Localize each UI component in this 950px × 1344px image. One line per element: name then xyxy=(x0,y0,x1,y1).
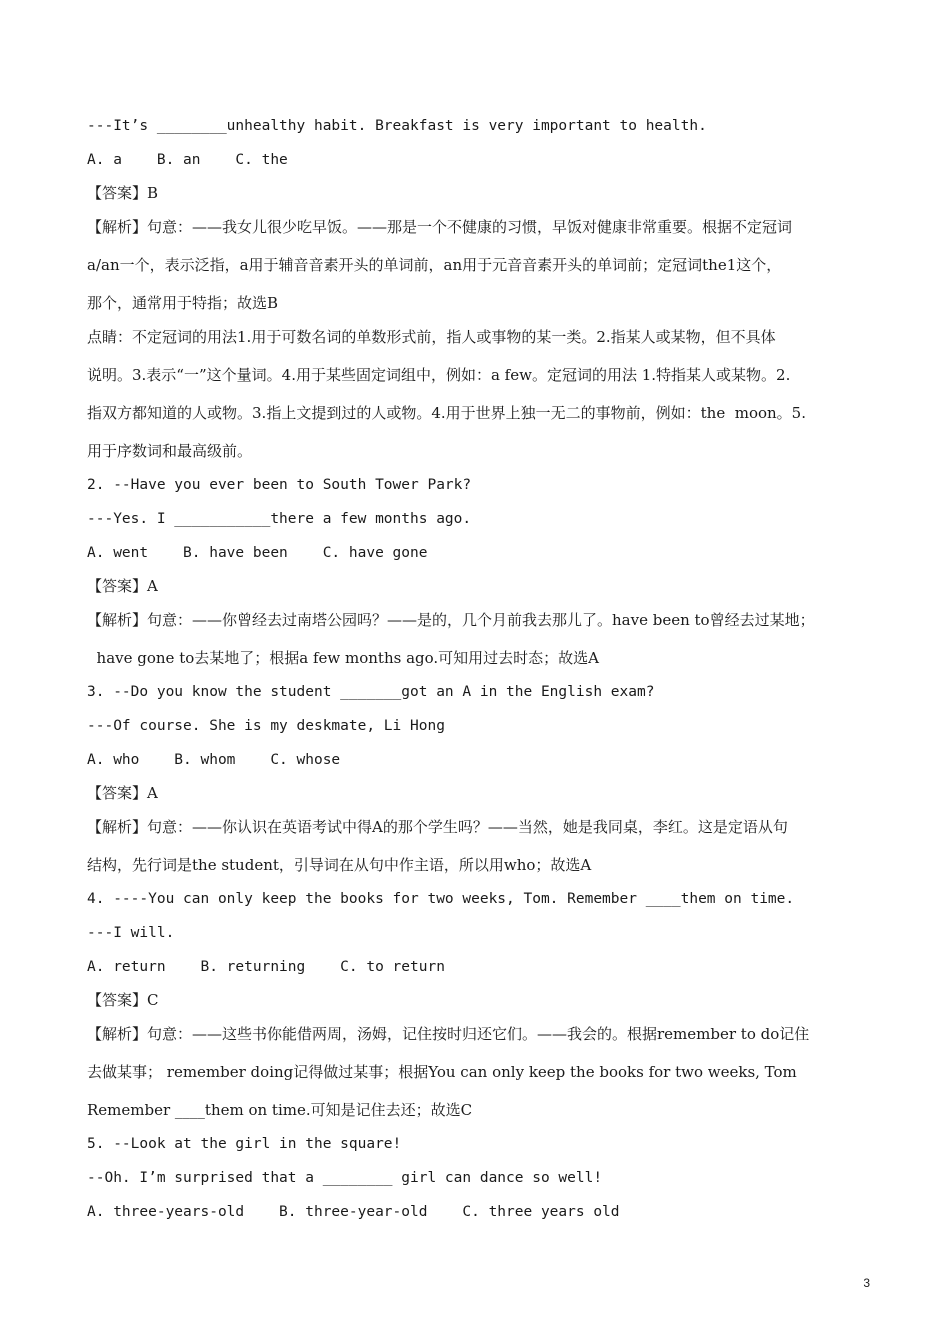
question-5-options: A. three-years-old B. three-year-old C. three years old xyxy=(87,1204,620,1220)
question-3-options: A. who B. whom C. whose xyxy=(87,752,341,768)
question-2-dialogue: ---Yes. I ___________there a few months ago. xyxy=(87,511,472,527)
question-1-analysis: a/an一个，表示泛指，a用于辅音音素开头的单词前，an用于元音音素开头的单词前；定冠词the1这个， xyxy=(87,256,782,274)
question-4-prompt: 4. ----You can only keep the books for two weeks, Tom. Remember ____them on time. xyxy=(87,891,795,907)
question-3-analysis: 【解析】句意：——你认识在英语考试中得A的那个学生吗？——当然，她是我同桌，李红。这是定语从句 xyxy=(87,818,788,836)
question-4-analysis: 【解析】句意：——这些书你能借两周，汤姆，记住按时归还它们。——我会的。根据remember to do记住 xyxy=(87,1025,810,1043)
question-1-analysis: 【解析】句意：——我女儿很少吃早饭。——那是一个不健康的习惯，早饭对健康非常重要。根据不定冠词 xyxy=(87,218,793,236)
question-4-answer: 【答案】C xyxy=(87,991,159,1009)
question-1-tip: 点睛：不定冠词的用法1.用于可数名词的单数形式前，指人或事物的某一类。2.指某人或某物，但不具体 xyxy=(87,328,776,346)
question-4-dialogue: ---I will. xyxy=(87,925,175,941)
question-1-options: A. a B. an C. the xyxy=(87,152,288,168)
question-3-answer: 【答案】A xyxy=(87,784,158,802)
question-2-answer: 【答案】A xyxy=(87,577,158,595)
question-5-dialogue: --Oh. I’m surprised that a ________ girl can dance so well! xyxy=(87,1170,603,1186)
question-1-tip: 指双方都知道的人或物。3.指上文提到过的人或物。4.用于世界上独一无二的事物前，例如：the moon。5. xyxy=(87,404,806,422)
question-3-prompt: 3. --Do you know the student _______got an A in the English exam? xyxy=(87,684,655,700)
question-2-analysis: 【解析】句意：——你曾经去过南塔公园吗？——是的，几个月前我去那儿了。have been to曾经去过某地； xyxy=(87,611,815,629)
question-4-analysis: Remember ____them on time.可知是记住去还；故选C xyxy=(87,1101,473,1119)
question-1-analysis: 那个，通常用于特指；故选B xyxy=(87,294,279,312)
question-3-analysis: 结构，先行词是the student，引导词在从句中作主语，所以用who；故选A xyxy=(87,856,592,874)
question-3-dialogue: ---Of course. She is my deskmate, Li Hong xyxy=(87,718,445,734)
question-2-options: A. went B. have been C. have gone xyxy=(87,545,428,561)
question-4-analysis: 去做某事； remember doing记得做过某事；根据You can only keep the books for two weeks, Tom xyxy=(87,1063,797,1081)
question-4-options: A. return B. returning C. to return xyxy=(87,959,445,975)
question-1-answer: 【答案】B xyxy=(87,184,159,202)
question-1-dialogue: ---It’s ________unhealthy habit. Breakfast is very important to health. xyxy=(87,118,707,134)
question-1-tip: 用于序数词和最高级前。 xyxy=(87,442,253,460)
page-number: 3 xyxy=(863,1276,870,1290)
question-1-tip: 说明。3.表示“一”这个量词。4.用于某些固定词组中，例如：a few。定冠词的用法 1.特指某人或某物。2. xyxy=(87,366,791,384)
question-5-prompt: 5. --Look at the girl in the square! xyxy=(87,1136,402,1152)
question-2-analysis: have gone to去某地了；根据a few months ago.可知用过去时态；故选A xyxy=(87,649,599,667)
question-2-prompt: 2. --Have you ever been to South Tower Park? xyxy=(87,477,472,493)
